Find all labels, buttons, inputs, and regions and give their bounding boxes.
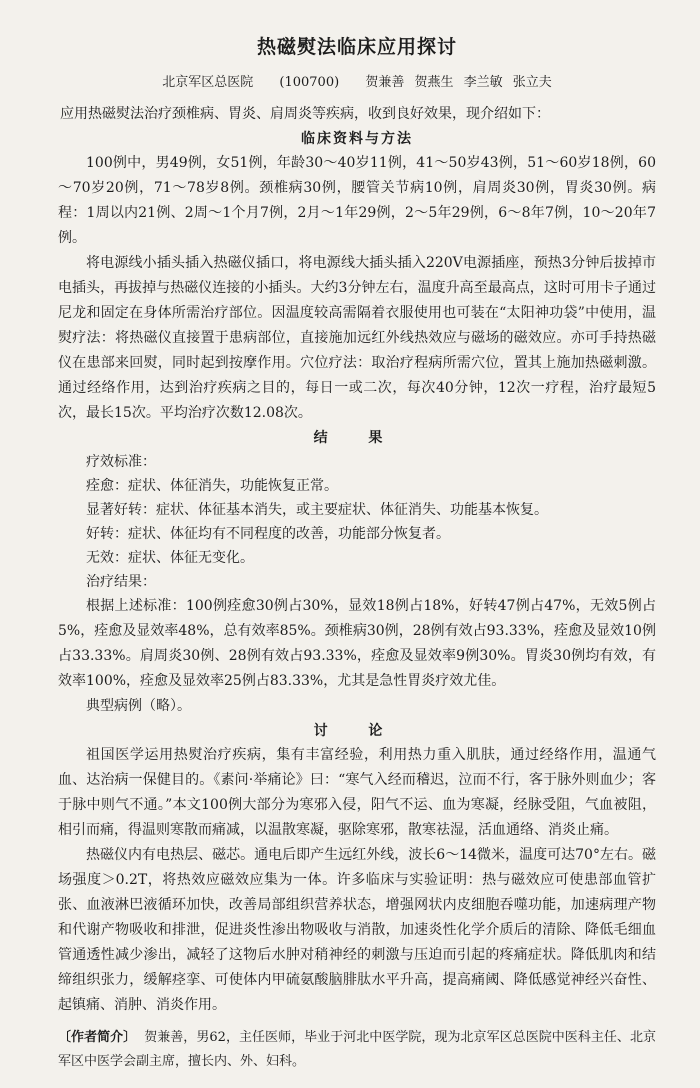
discussion-paragraph-2: 热磁仪内有电热层、磁芯。通电后即产生远红外线，波长6～14微米，温度可达70°左右。磁场强度＞0.2T，将热效应磁效应集为一体。许多临床与实验证明：热与磁效应可使患部血管扩张、血液淋巴液循环加快，改善局部组织营养状态，增强网状内皮细胞吞噬功能，加速病理产物和代谢产物吸收和排泄，促进炎性渗出物吸收与消散，加速炎性化学介质后的清除、降低毛细血管通透性减少渗出，减轻了这物后水肿对稍神经的刺激与压迫而引起的疼痛症状。降低肌肉和结缔组织张力，缓解痉挛、可使体内甲硫氨酸脑腓肽水平升高，提高痛阈、降低感觉神经兴奋性、起镇痛、消肿、消炎作用。 xyxy=(58,847,656,1013)
article-title: 热磁熨法临床应用探讨 xyxy=(256,36,457,58)
intro-paragraph: 应用热磁熨法治疗颈椎病、胃炎、肩周炎等疾病，收到良好效果，现介绍如下： xyxy=(60,106,550,122)
author-bio xyxy=(58,1026,656,1074)
section-title-methods: 临床资料与方法 xyxy=(301,131,413,147)
authors: 贺兼善 贺燕生 李兰敏 张立夫 xyxy=(365,75,552,90)
discussion-paragraph-1: 祖国医学运用热熨治疗疾病，集有丰富经验，利用热力重入肌肤，通过经络作用，温通气血、达治病一保健目的。《素问·举痛论》曰：“寒气入经而稽迟，泣而不行，客于脉外则血少；客于脉中则气不通。”本文100例大部分为寒邪入侵，阳气不运、血为寒凝，经脉受阻，气血被阻，相引而痛，得温则寒散而痛减，以温散寒凝，驱除寒邪，散寒祛湿，活血通络、消炎止痛。 xyxy=(58,747,656,838)
institution: 北京军区总医院 xyxy=(162,75,254,90)
results-paragraph: 根据上述标准：100例痊愈30例占30%，显效18例占18%，好转47例占47%，无效5例占5%，痊愈及显效率48%，总有效率85%。颈椎病30例，28例有效占93.33%，痊愈及显效10例占33.33%。肩周炎30例、28例有效占93.33%，痊愈及显效率9例30%。胃炎30例均有效，有效率100%，痊愈及显效率25例占83.33%，尤其是急性胃炎疗效尤佳。 xyxy=(58,598,656,689)
criterion-cured: 痊愈：症状、体征消失，功能恢复正常。 xyxy=(86,478,338,494)
criterion-marked: 显著好转：症状、体征基本消失，或主要症状、体征消失、功能基本恢复。 xyxy=(86,502,548,518)
criterion-ineffective: 无效：症状、体征无变化。 xyxy=(86,550,254,566)
typical-cases: 典型病例（略）。 xyxy=(86,698,191,714)
methods-paragraph-2: 将电源线小插头插入热磁仪插口，将电源线大插头插入220V电源插座，预热3分钟后拔掉市电插头，再拔掉与热磁仪连接的小插头。大约3分钟左右，温度升高至最高点，这时可用卡子通过尼龙和固定在身体所需治疗部位。因温度较高需隔着衣服使用也可装在“太阳神功袋”中使用，温熨疗法：将热磁仪直接置于患病部位，直接施加远红外线热效应与磁场的磁效应。亦可手持热磁仪在患部来回熨，同时起到按摩作用。穴位疗法：取治疗程病所需穴位，置其上施加热磁刺激。通过经络作用，达到治疗疾病之目的，每日一或二次，每次40分钟，12次一疗程，治疗最短5次，最长15次。平均治疗次数12.08次。 xyxy=(58,255,656,421)
methods-paragraph-1: 100例中，男49例，女51例，年龄30～40岁11例，41～50岁43例，51～60岁18例，60～70岁20例，71～78岁8例。颈椎病30例，腰管关节病10例，肩周炎30例，胃炎30例。病程：1周以内21例、2周～1个月7例，2月～1年29例，2～5年29例，6～8年7例，10～20年7例。 xyxy=(58,155,656,246)
section-title-discussion: 讨 论 xyxy=(313,723,401,739)
author-byline xyxy=(58,71,656,90)
postcode: (100700) xyxy=(279,75,340,90)
criterion-improved: 好转：症状、体征均有不同程度的改善，功能部分恢复者。 xyxy=(86,526,450,542)
section-title-results: 结 果 xyxy=(313,430,401,446)
results-label: 治疗结果： xyxy=(86,574,156,590)
author-bio-label: 〔作者简介〕 xyxy=(58,1030,137,1045)
author-bio-text: 贺兼善，男62，主任医师，毕业于河北中医学院，现为北京军区总医院中医科主任、北京军区中医学会副主席，擅长内、外、妇科。 xyxy=(58,1030,656,1069)
criteria-label: 疗效标准： xyxy=(86,454,156,470)
